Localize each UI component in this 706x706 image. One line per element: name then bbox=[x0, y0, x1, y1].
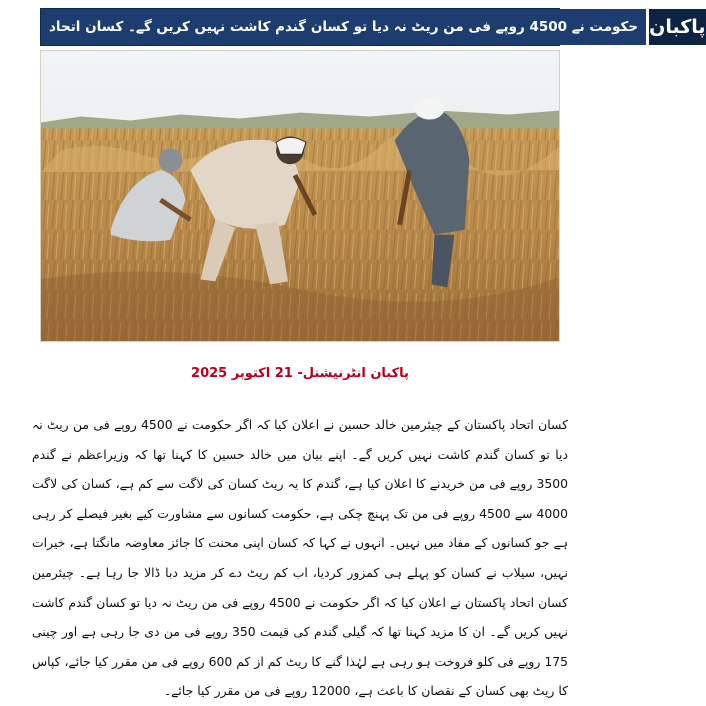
article-body: کسان اتحاد پاکستان کے چیئرمین خالد حسین نے اعلان کیا کہ اگر حکومت نے 4500 روپے فی من ریٹ نہ دیا تو کسان گندم کاشت نہیں کریں گے۔ اپنے بیان میں خالد حسین کا کہنا تھا کہ وزیراعظم نے گندم 3500 روپے فی من خریدنے کا اعلان کیا ہے، گندم کا یہ ریٹ کسان کی لاگت سے کم ہے، کسان کی لاگت 4000 سے 4500 روپے فی من تک پہنچ چکی ہے، حکومت کسانوں سے مشاورت کیے بغیر فیصلے کر رہی ہے جو کسانوں کے مفاد میں نہیں۔ انہوں نے کہا کہ کسان اپنی محنت کا جائز معاوضہ مانگتا ہے، خیرات نہیں، سیلاب نے کسان کو پہلے ہی کمزور کردیا، اب کم ریٹ دے کر مزید دبا ڈالا جا رہا ہے۔ چیئرمین کسان اتحاد پاکستان نے اعلان کیا کہ اگر حکومت نے 4500 روپے فی من ریٹ نہ دیا تو کسان گندم کاشت نہیں کریں گے۔ ان کا مزید کہنا تھا کہ گیلی گندم کی قیمت 350 روپے فی من دی جا رہی ہے اور چینی 175 روپے فی کلو فروخت ہو رہی ہے لہٰذا گنے کا ریٹ کم از کم 600 روپے فی من مقرر کیا جائے، کپاس کا ریٹ بھی کسان کے نقصان کا باعث ہے، 12000 روپے فی من مقرر کیا جائے۔ bbox=[32, 417, 568, 699]
photo-illustration bbox=[41, 51, 559, 341]
header-bar bbox=[40, 8, 706, 46]
brand-logo: پاکبان bbox=[646, 9, 705, 45]
wheat-harvest-photo bbox=[40, 50, 560, 342]
dateline: پاکبان انٹرنیشنل- 21 اکتوبر 2025 bbox=[191, 366, 409, 381]
headline: حکومت نے 4500 روپے فی من ریٹ نہ دیا تو کسان گندم کاشت نہیں کریں گے۔ کسان اتحاد bbox=[41, 9, 646, 45]
